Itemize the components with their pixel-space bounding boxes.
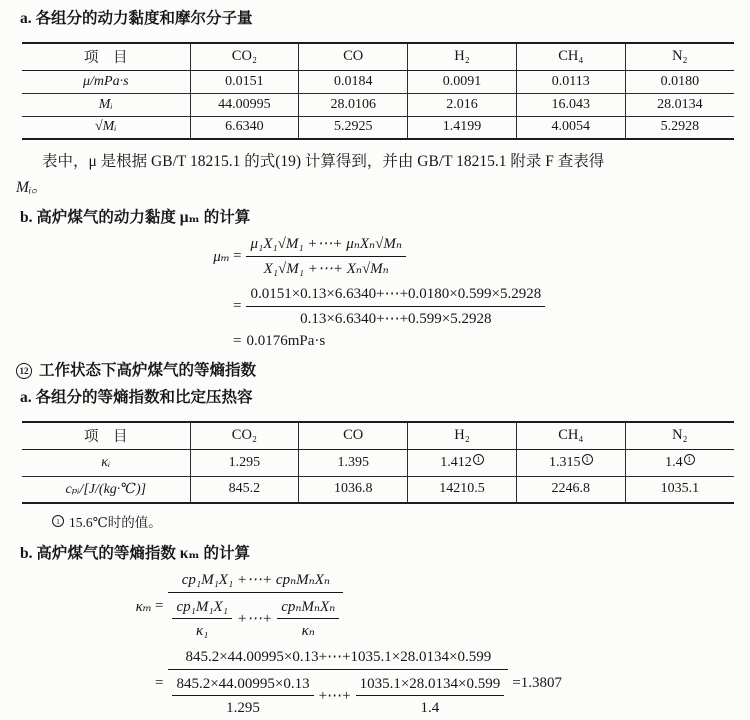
formula-line-symbolic bbox=[200, 233, 736, 280]
plus-ellipsis: +⋯+ bbox=[236, 611, 273, 627]
fraction-numerator: 845.2×44.00995×0.13 bbox=[176, 676, 310, 692]
table-cell: 2.016 bbox=[408, 93, 517, 116]
fraction-denominator: 0.13×6.6340+⋯+0.599×5.2928 bbox=[246, 306, 545, 330]
isentropic-formula bbox=[126, 569, 736, 720]
formula-line-symbolic bbox=[126, 569, 736, 643]
table-cell: 1035.1 bbox=[625, 476, 734, 503]
fraction-symbolic bbox=[168, 569, 343, 643]
heading-viscosity-calculation: b. 高炉煤气的动力黏度 μₘ 的计算 bbox=[20, 209, 251, 226]
table2-header-h2: H₂ bbox=[408, 422, 517, 449]
table-cell: 28.0134 bbox=[625, 93, 734, 116]
table2-header-co: CO bbox=[299, 422, 408, 449]
table-cell: 845.2 bbox=[190, 476, 299, 503]
equals-sign: = bbox=[233, 298, 242, 314]
table2-row-cp bbox=[22, 476, 734, 503]
fraction-denominator: κ₁ bbox=[172, 618, 231, 642]
formula-lhs-mu: μₘ bbox=[213, 249, 230, 265]
circled-12-badge: 12 bbox=[16, 363, 32, 379]
fraction-numeric bbox=[246, 283, 545, 330]
table1-header-n2: N₂ bbox=[625, 43, 734, 70]
fraction-numerator: 1035.1×28.0134×0.599 bbox=[359, 676, 501, 692]
table2-header-item: 项 目 bbox=[22, 422, 190, 449]
note-line1: 表中，μ 是根据 GB/T 18215.1 的式(19) 计算得到，并由 GB/T 18215.1 附录 F 查表得 bbox=[42, 153, 605, 170]
equals-sign: = bbox=[233, 333, 242, 349]
inner-fraction-first bbox=[172, 673, 313, 719]
table-cell: 5.2925 bbox=[299, 116, 408, 139]
row-label-viscosity: μ/mPa·s bbox=[82, 73, 129, 89]
table-cell: 0.0113 bbox=[516, 70, 625, 93]
table-cell: 1.4 $^1$ bbox=[625, 449, 734, 476]
fraction-denominator: 1.4 bbox=[356, 695, 505, 719]
table-cell: 1.315 $^1$ bbox=[516, 449, 625, 476]
table1-header-item: 项 目 bbox=[22, 43, 190, 70]
note-line2: Mᵢ。 bbox=[16, 179, 47, 196]
fraction-numeric bbox=[168, 646, 508, 720]
table-cell: 5.2928 bbox=[625, 116, 734, 139]
heading-isentropic-calculation: b. 高炉煤气的等熵指数 κₘ 的计算 bbox=[20, 545, 251, 562]
fraction-symbolic bbox=[246, 233, 405, 280]
fraction-numerator: cpₙMₙXₙ bbox=[281, 599, 336, 615]
table2-header-ch4: CH₄ bbox=[516, 422, 625, 449]
table-cell: 0.0151 bbox=[190, 70, 299, 93]
fraction-denominator bbox=[168, 669, 508, 720]
table-cell: 14210.5 bbox=[408, 476, 517, 503]
table1-row-viscosity bbox=[22, 70, 734, 93]
inner-fraction-last bbox=[356, 673, 505, 719]
viscosity-formula bbox=[200, 233, 736, 350]
row-label-sqrt-molarmass: √Mᵢ bbox=[22, 116, 190, 139]
table2-header-co2: CO₂ bbox=[190, 422, 299, 449]
table-cell: 0.0184 bbox=[299, 70, 408, 93]
equals-sign: = bbox=[155, 597, 164, 614]
footnote-marker: 1 bbox=[473, 454, 484, 465]
formula-result-value: 0.0176mPa·s bbox=[246, 333, 326, 349]
fraction-denominator: X₁√M₁ +⋯+ Xₙ√Mₙ bbox=[246, 256, 405, 280]
row-label-cp: cₚᵢ/[J/(kg·℃)] bbox=[22, 476, 190, 503]
heading-viscosity-section: a. 各组分的动力黏度和摩尔分子量 bbox=[20, 10, 253, 27]
table1-header-h2: H₂ bbox=[408, 43, 517, 70]
table2-row-kappa bbox=[22, 449, 734, 476]
denominator-terms bbox=[172, 672, 504, 719]
table-cell: 1.412 $^1$ bbox=[408, 449, 517, 476]
table-cell: 4.0054 bbox=[516, 116, 625, 139]
denominator-terms bbox=[172, 595, 339, 642]
inner-fraction-last bbox=[277, 596, 339, 642]
equals-sign: = bbox=[155, 674, 164, 691]
heading-isentropic-section: a. 各组分的等熵指数和比定压热容 bbox=[20, 389, 253, 406]
fraction-denominator: 1.295 bbox=[172, 695, 313, 719]
fraction-numerator: μ₁X₁√M₁ +⋯+ μₙXₙ√Mₙ bbox=[250, 236, 402, 252]
row-label-kappa: κᵢ bbox=[101, 454, 111, 470]
fraction-numerator: 845.2×44.00995×0.13+⋯+1035.1×28.0134×0.599 bbox=[185, 649, 492, 665]
footnote-marker: 1 bbox=[684, 454, 695, 465]
table-cell: 1036.8 bbox=[299, 476, 408, 503]
table1-row-sqrt-molarmass bbox=[22, 116, 734, 139]
table-cell: 44.00995 bbox=[190, 93, 299, 116]
fraction-denominator bbox=[168, 592, 343, 643]
fraction-numerator: cp₁M₁X₁ +⋯+ cpₙMₙXₙ bbox=[181, 572, 330, 588]
table-cell: 0.0180 bbox=[625, 70, 734, 93]
fraction-numerator: cp₁M₁X₁ bbox=[176, 599, 228, 615]
table2-header-n2: N₂ bbox=[625, 422, 734, 449]
heading-section-12 bbox=[16, 360, 736, 382]
table2-footnote bbox=[52, 511, 736, 531]
table1-row-molarmass bbox=[22, 93, 734, 116]
table-cell: 1.295 bbox=[190, 449, 299, 476]
footnote-text: 15.6℃时的值。 bbox=[69, 515, 162, 530]
table-cell: 28.0106 bbox=[299, 93, 408, 116]
fraction-numerator: 0.0151×0.13×6.6340+⋯+0.0180×0.599×5.2928 bbox=[250, 286, 542, 302]
circled-1-marker: 1 bbox=[52, 515, 64, 527]
formula-line-result bbox=[200, 333, 736, 350]
table2-header-row bbox=[22, 422, 734, 449]
table-cell: 1.4199 bbox=[408, 116, 517, 139]
footnote-marker: 1 bbox=[582, 454, 593, 465]
table1-header-co: CO bbox=[299, 43, 408, 70]
table-cell: 16.043 bbox=[516, 93, 625, 116]
table-cell: 0.0091 bbox=[408, 70, 517, 93]
table-note-paragraph bbox=[16, 149, 736, 201]
table-cell: 6.6340 bbox=[190, 116, 299, 139]
formula-lhs-kappa: κₘ bbox=[135, 598, 152, 615]
formula-line-numeric bbox=[200, 283, 736, 330]
formula-result-value: =1.3807 bbox=[512, 674, 562, 691]
inner-fraction-first bbox=[172, 596, 231, 642]
table1-header-co2: CO₂ bbox=[190, 43, 299, 70]
isentropic-heatcapacity-table bbox=[22, 421, 734, 504]
table1-header-row bbox=[22, 43, 734, 70]
plus-ellipsis: +⋯+ bbox=[318, 688, 351, 704]
row-label-molarmass: Mᵢ bbox=[22, 93, 190, 116]
section-12-title: 工作状态下高炉煤气的等熵指数 bbox=[39, 362, 257, 379]
table-cell: 1.395 bbox=[299, 449, 408, 476]
formula-line-numeric bbox=[126, 646, 736, 720]
equals-sign: = bbox=[233, 248, 242, 264]
fraction-denominator: κₙ bbox=[277, 618, 339, 642]
viscosity-molarmass-table bbox=[22, 42, 734, 140]
table-cell: 2246.8 bbox=[516, 476, 625, 503]
table1-header-ch4: CH₄ bbox=[516, 43, 625, 70]
